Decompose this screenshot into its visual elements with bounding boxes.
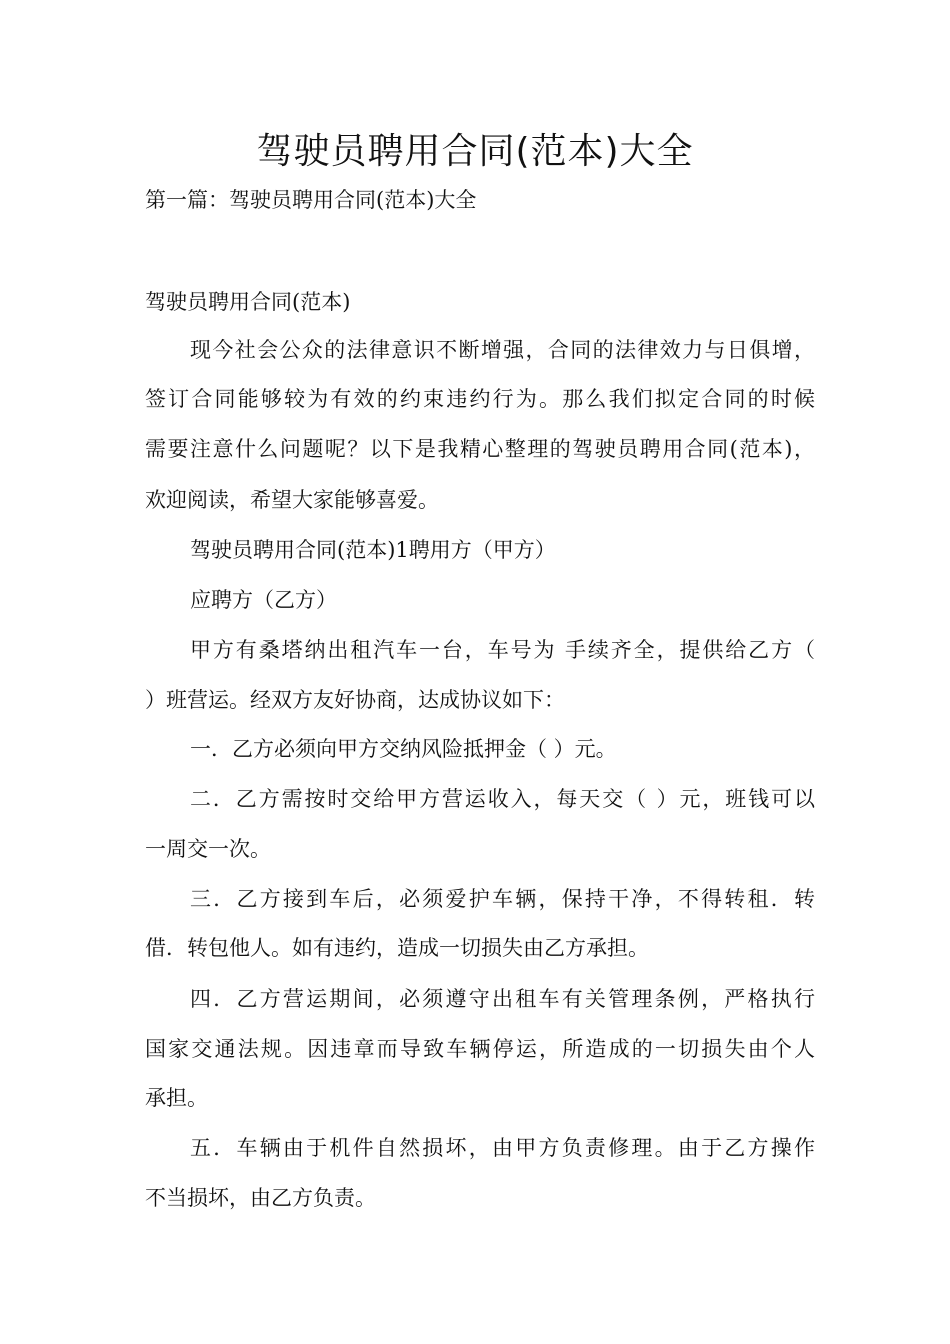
chapter-heading: 第一篇：驾驶员聘用合同(范本)大全 <box>145 188 477 212</box>
intro-line-4: 欢迎阅读，希望大家能够喜爱。 <box>145 488 439 512</box>
clause-3-line-2: 借．转包他人。如有违约，造成一切损失由乙方承担。 <box>145 936 649 960</box>
clause-1-line-1: 一．乙方必须向甲方交纳风险抵押金（ ）元。 <box>190 737 617 761</box>
clause-4-line-3: 承担。 <box>145 1086 208 1110</box>
clause-4-line-1: 四．乙方营运期间，必须遵守出租车有关管理条例，严格执行 <box>190 987 815 1011</box>
intro-line-1: 现今社会公众的法律意识不断增强，合同的法律效力与日俱增， <box>190 338 815 362</box>
intro-line-2: 签订合同能够较为有效的约束违约行为。那么我们拟定合同的时候 <box>145 387 815 411</box>
clause-3-line-1: 三．乙方接到车后，必须爱护车辆，保持干净，不得转租．转 <box>190 887 815 911</box>
intro-line-3: 需要注意什么问题呢？以下是我精心整理的驾驶员聘用合同(范本)， <box>145 437 815 461</box>
party-a-line: 驾驶员聘用合同(范本)1聘用方（甲方） <box>190 538 556 562</box>
clause-4-line-2: 国家交通法规。因违章而导致车辆停运，所造成的一切损失由个人 <box>145 1037 815 1061</box>
clause-5-line-2: 不当损坏，由乙方负责。 <box>145 1186 376 1210</box>
clause-5-line-1: 五．车辆由于机件自然损坏，由甲方负责修理。由于乙方操作 <box>190 1136 815 1160</box>
party-b-line: 应聘方（乙方） <box>190 588 337 612</box>
document-title: 驾驶员聘用合同(范本)大全 <box>256 131 694 172</box>
section-heading: 驾驶员聘用合同(范本) <box>145 290 351 314</box>
clause-2-line-1: 二．乙方需按时交给甲方营运收入，每天交（ ）元，班钱可以 <box>190 787 815 811</box>
preamble-line-2: ）班营运。经双方友好协商，达成协议如下： <box>145 688 565 712</box>
preamble-line-1: 甲方有桑塔纳出租汽车一台，车号为 手续齐全，提供给乙方（ <box>190 638 815 662</box>
clause-2-line-2: 一周交一次。 <box>145 837 271 861</box>
